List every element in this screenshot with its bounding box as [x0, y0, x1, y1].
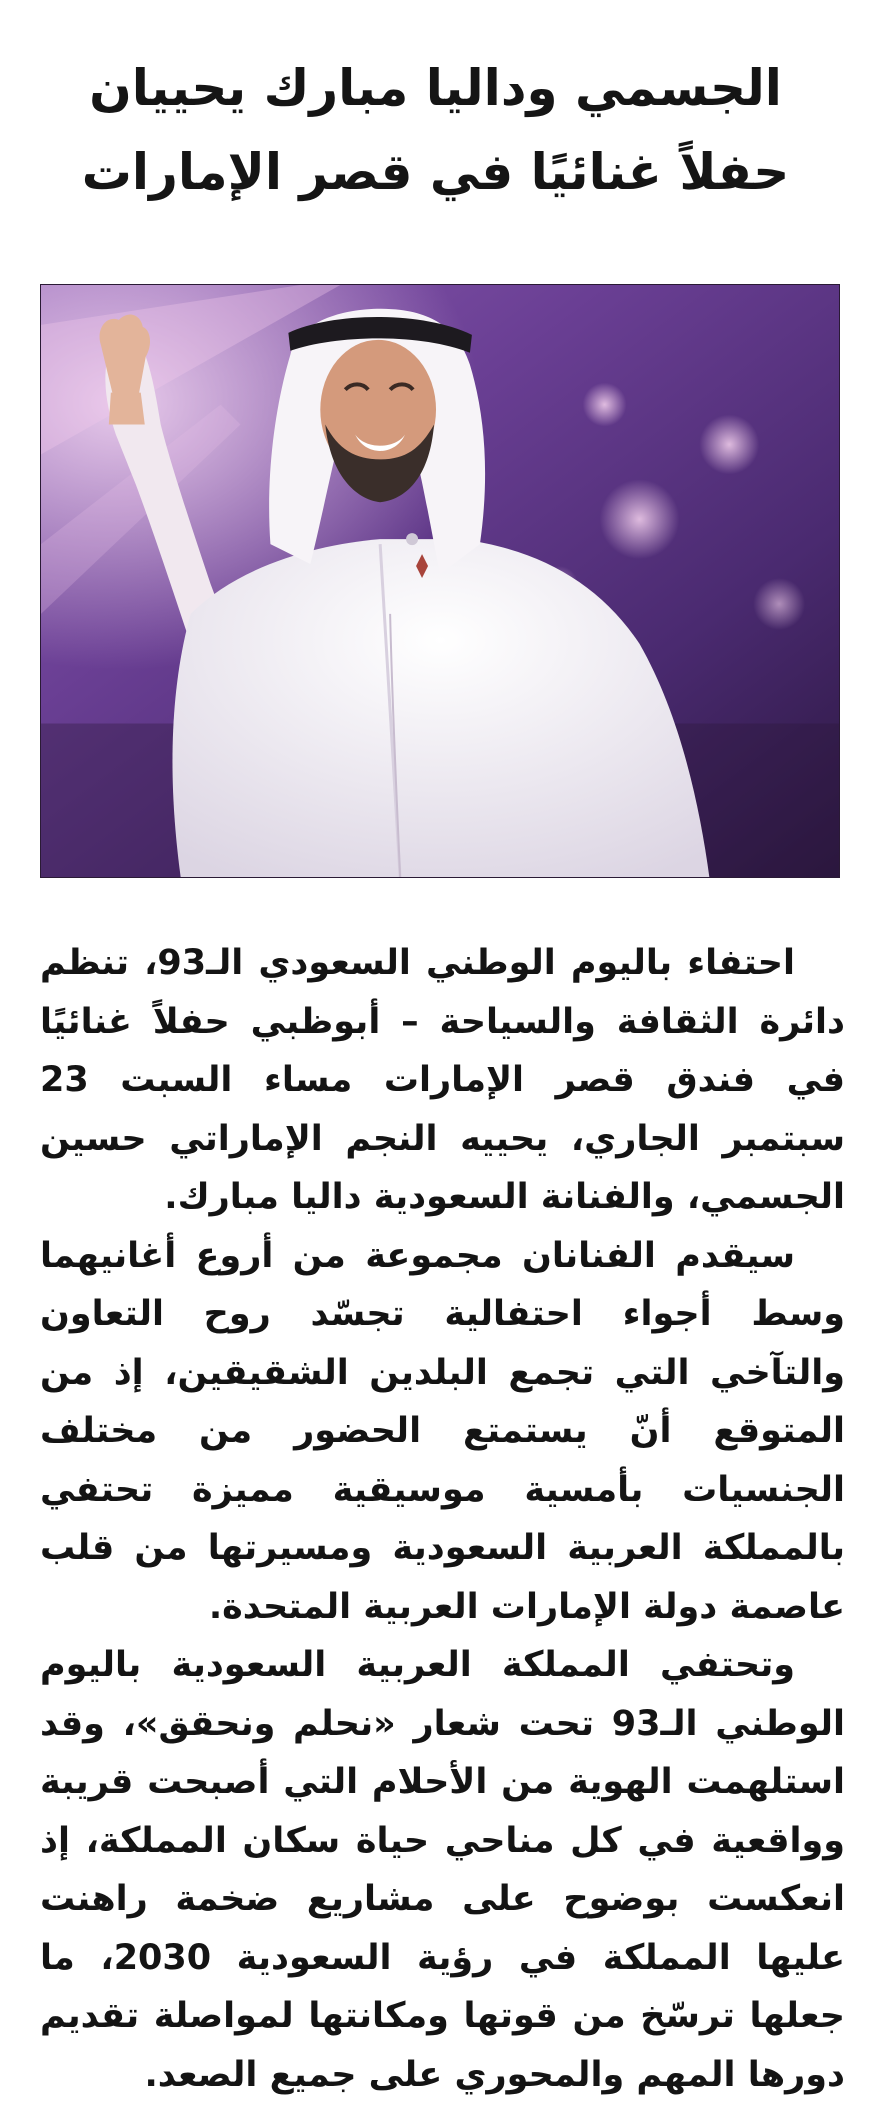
headline-line-2: حفلاً غنائيًا في قصر الإمارات [81, 143, 790, 201]
headline-line-1: الجسمي وداليا مبارك يحييان [89, 59, 782, 117]
article-paragraph-1: احتفاء باليوم الوطني السعودي الـ93، تنظم دائرة الثقافة والسياحة – أبوظبي حفلاً غنائيًا في فندق قصر الإمارات مساء السبت 23 سبتمبر الجاري، يحييه النجم الإماراتي حسين الجسمي، والفنانة السعودية داليا مبارك. [40, 943, 845, 1217]
headline [40, 46, 831, 214]
article-paragraph-2: سيقدم الفنانان مجموعة من أروع أغانيهما وسط أجواء احتفالية تجسّد روح التعاون والتآخي التي تجمع البلدين الشقيقين، إذ من المتوقع أنّ يستمتع الحضور من مختلف الجنسيات بأمسية موسيقية مميزة تحتفي بالمملكة العربية السعودية ومسيرتها من قلب عاصمة دولة الإمارات العربية المتحدة. [40, 1235, 845, 1627]
article-body [40, 934, 845, 2104]
article-paragraph-3: وتحتفي المملكة العربية السعودية باليوم الوطني الـ93 تحت شعار «نحلم ونحقق»، وقد استلهمت الهوية من الأحلام التي أصبحت قريبة وواقعية في كل مناحي حياة سكان المملكة، إذ انعكست بوضوح على مشاريع ضخمة راهنت عليها المملكة في رؤية السعودية 2030، ما جعلها ترسّخ من قوتها ومكانتها لمواصلة تقديم دورها المهم والمحوري على جميع الصعد. [40, 1645, 845, 2095]
singer-on-stage-photo [41, 285, 839, 877]
article-photo [40, 284, 840, 878]
